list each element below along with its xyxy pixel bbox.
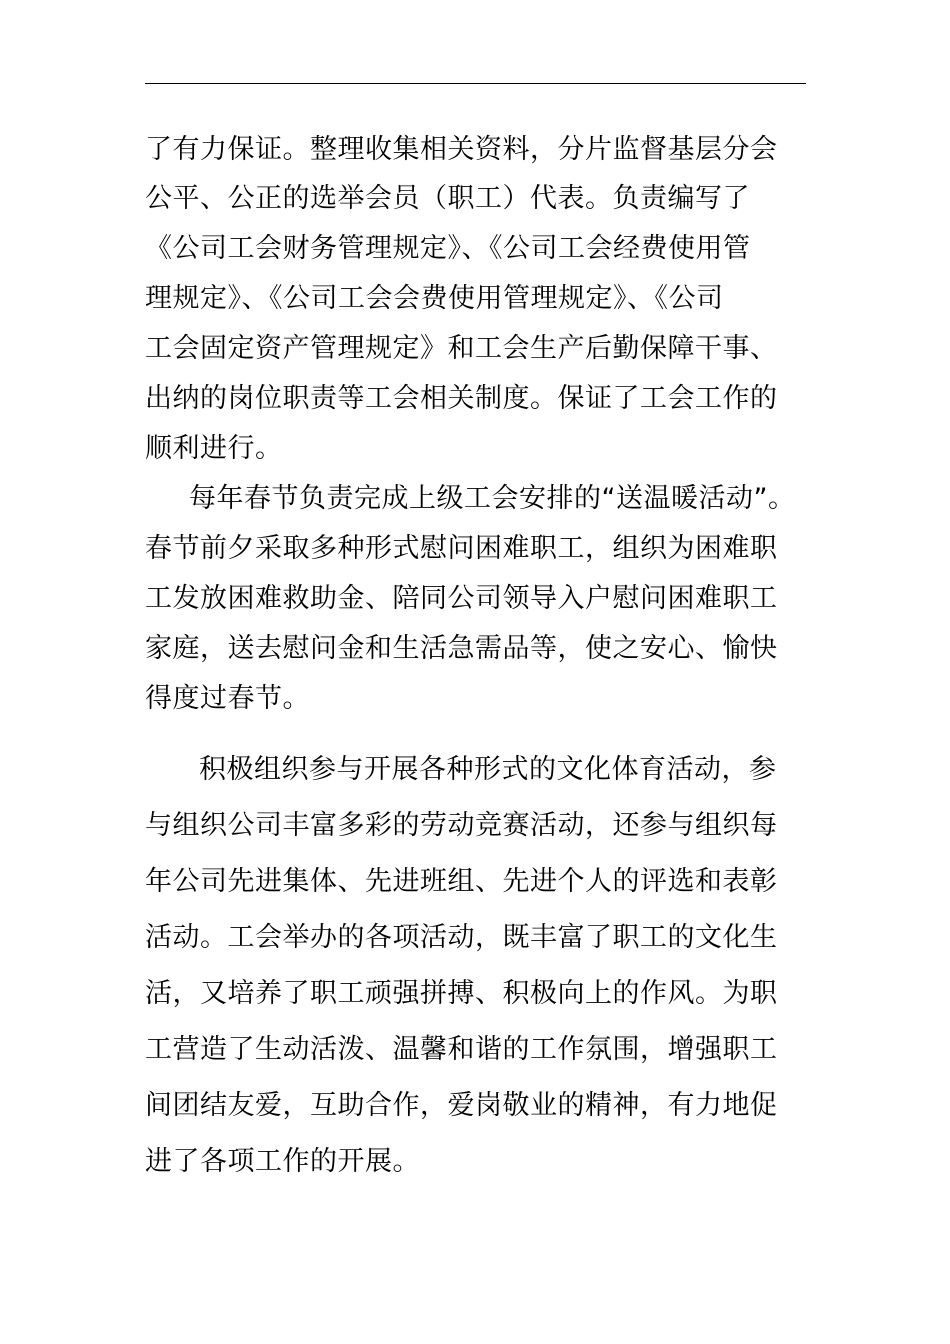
paragraph-3-line-6: 工营造了生动活泼、温馨和谐的工作氛围，增强职工 (145, 1034, 778, 1065)
paragraph-3-line-2: 与组织公司丰富多彩的劳动竞赛活动，还参与组织每 (145, 810, 778, 841)
paragraph-1-line-2: 公平、公正的选举会员（职工）代表。负责编写了 (145, 183, 750, 214)
paragraph-3-line-7: 间团结友爱，互助合作，爱岗敬业的精神，有力地促 (145, 1090, 778, 1121)
paragraph-1-line-4: 理规定》、《公司工会会费使用管理规定》、《公司 (145, 283, 724, 314)
paragraph-3-line-8: 进了各项工作的开展。 (145, 1146, 420, 1177)
paragraph-2-line-3: 工发放困难救助金、陪同公司领导入户慰问困难职工 (145, 583, 778, 614)
paragraph-3-line-5: 活，又培养了职工顽强拼搏、积极向上的作风。为职 (145, 978, 778, 1009)
paragraph-2-line-2: 春节前夕采取多种形式慰问困难职工，组织为困难职 (145, 533, 778, 564)
paragraph-3-line-3: 年公司先进集体、先进班组、先进个人的评选和表彰 (145, 866, 778, 897)
paragraph-2-line-5: 得度过春节。 (145, 683, 310, 714)
paragraph-3-line-4: 活动。工会举办的各项活动，既丰富了职工的文化生 (145, 922, 778, 953)
paragraph-2-line-4: 家庭，送去慰问金和生活急需品等，使之安心、愉快 (145, 633, 778, 664)
paragraph-1-line-1: 了有力保证。整理收集相关资料，分片监督基层分会 (145, 134, 778, 165)
paragraph-1-line-6: 出纳的岗位职责等工会相关制度。保证了工会工作的 (145, 383, 778, 414)
paragraph-2-line-1: 每年春节负责完成上级工会安排的“送温暖活动”。 (189, 483, 796, 514)
paragraph-1-line-5: 工会固定资产管理规定》和工会生产后勤保障干事、 (145, 333, 778, 364)
paragraph-1-line-7: 顺利进行。 (145, 433, 283, 464)
header-rule (145, 83, 806, 84)
paragraph-1-line-3: 《公司工会财务管理规定》、《公司工会经费使用管 (145, 233, 751, 264)
paragraph-3-line-1: 积极组织参与开展各种形式的文化体育活动，参 (199, 754, 777, 785)
